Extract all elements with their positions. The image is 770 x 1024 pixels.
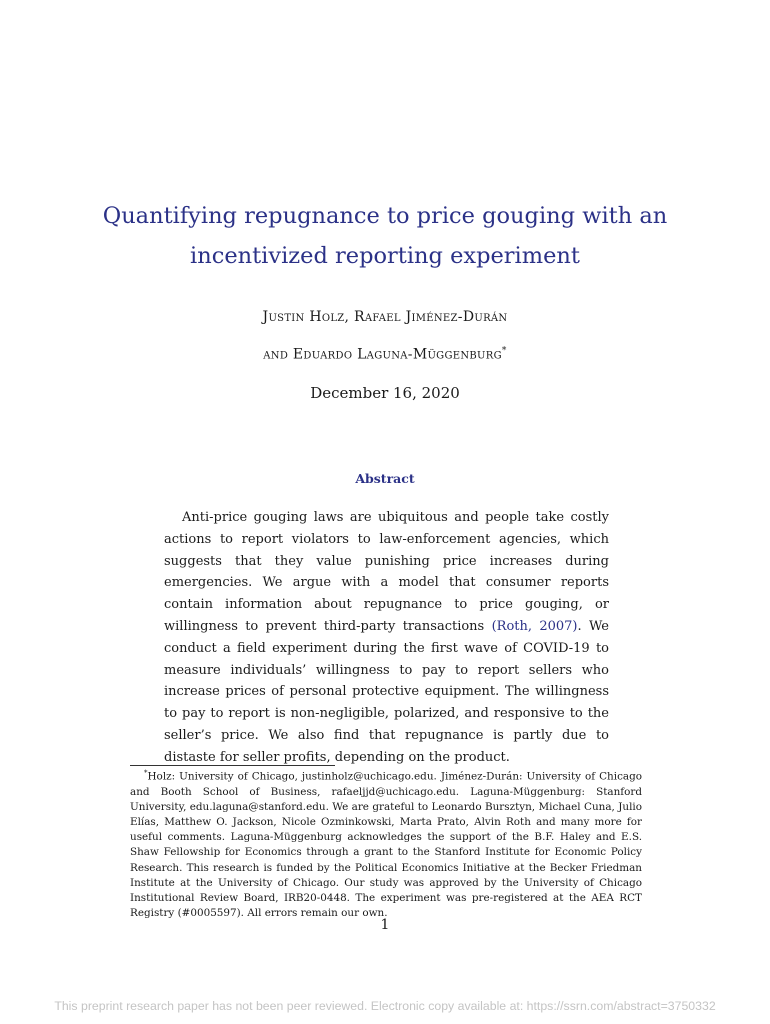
footnote bbox=[130, 766, 642, 922]
author-footnote-mark[interactable]: * bbox=[501, 346, 507, 356]
authors-line-2 bbox=[90, 346, 680, 363]
authors-text-2: and Eduardo Laguna-Müggenburg bbox=[263, 346, 502, 363]
authors-text-1: Justin Holz, Rafael Jiménez-Durán bbox=[262, 309, 508, 325]
paper-date: December 16, 2020 bbox=[310, 384, 460, 402]
ssrn-watermark[interactable]: This preprint research paper has not been peer reviewed. Electronic copy available at: https://ssrn.com/abstract=3750332 bbox=[54, 999, 716, 1013]
abstract-text-1: Anti-price gouging laws are ubiquitous and people take costly actions to report violators to law-enforcement agencies, which suggests that they value punishing price increases during emergencies. We argue with a model that consumer reports contain information about repugnance to price gouging, or willingness to prevent third-party transactions bbox=[164, 510, 609, 634]
citation-link[interactable]: (Roth, 2007) bbox=[491, 618, 578, 634]
footnote-text: Holz: University of Chicago, justinholz@uchicago.edu. Jiménez-Durán: University of Chicago and Booth School of Business, rafaeljjd@uchicago.edu. Laguna-Müggenburg: Stanford University, edu.laguna@stanford.edu. We are grateful to Leonardo Bursztyn, Michael Cuna, Julio Elías, Matthew O. Jackson, Nicole Ozminkowski, Marta Prato, Alvin Roth and many more for useful comments. Laguna-Müggenburg acknowledges the support of the B.F. Haley and E.S. Shaw Fellowship for Economics through a grant to the Stanford Institute for Economic Policy Research. This research is funded by the Political Economics Initiative at the Becker Friedman Institute at the University of Chicago. Our study was approved by the University of Chicago Institutional Review Board, IRB20-0448. The experiment was pre-registered at the AEA RCT Registry (#0005597). All errors remain our own. bbox=[130, 770, 642, 920]
title-line-1: Quantifying repugnance to price gouging with an bbox=[102, 203, 668, 229]
page-number: 1 bbox=[380, 917, 390, 933]
abstract-body bbox=[164, 507, 609, 769]
abstract-text-2: . We conduct a field experiment during the first wave of COVID-19 to measure individuals’ willingness to pay to report sellers who increase prices of personal protective equipment. The willingness to pay to report is non-negligible, polarized, and responsive to the seller’s price. We also find that repugnance is partly due to distaste for seller profits, depending on the product. bbox=[164, 618, 609, 765]
authors-line-1 bbox=[90, 309, 680, 325]
footnote-mark: * bbox=[144, 769, 148, 777]
abstract-heading: Abstract bbox=[355, 471, 415, 486]
title-line-2: incentivized reporting experiment bbox=[190, 243, 580, 269]
paper-title bbox=[90, 196, 680, 276]
